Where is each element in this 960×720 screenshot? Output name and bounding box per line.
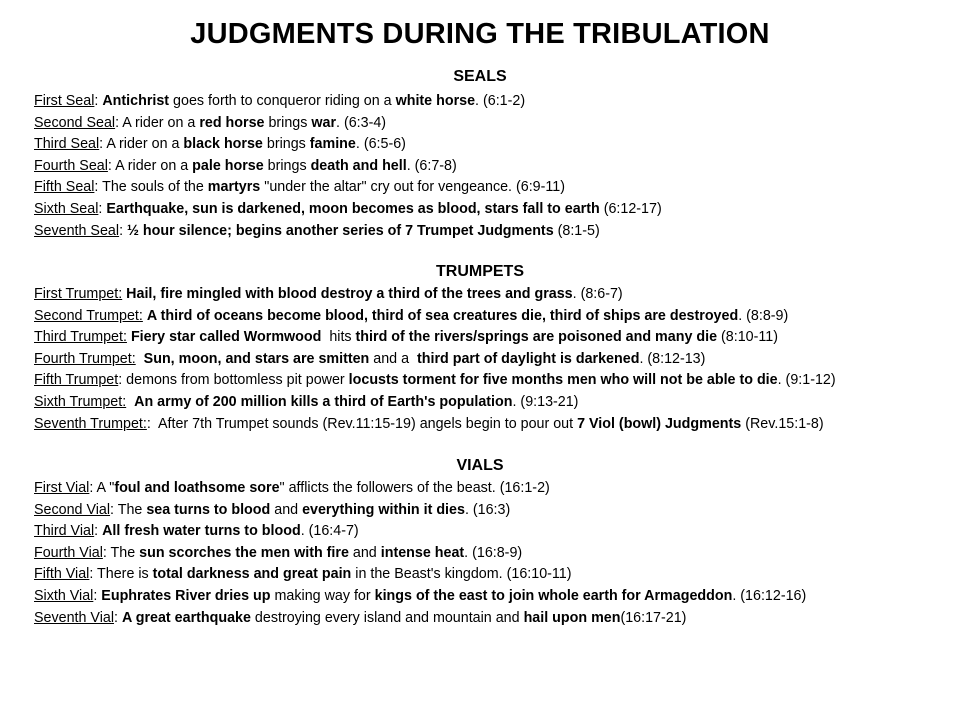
judgment-item (34, 221, 954, 243)
judgment-text: "under the altar" cry out for vengeance. (6:9-11) (260, 179, 565, 196)
judgment-text: : (98, 200, 107, 217)
judgment-item (34, 199, 954, 221)
judgment-label: Fourth Seal (34, 157, 108, 174)
judgment-text (136, 351, 144, 367)
judgment-label: First Trumpet: (34, 286, 123, 302)
judgment-emphasis: Earthquake, sun is darkened, moon becomes as blood, stars fall to earth (106, 200, 600, 217)
judgment-text: (8:10-11) (717, 329, 778, 346)
judgment-text: and a (369, 350, 417, 367)
judgment-text (126, 394, 134, 410)
judgment-item (34, 306, 954, 328)
judgment-emphasis: sun scorches the men with fire (139, 544, 349, 561)
judgment-label: Second Vial (34, 501, 111, 518)
judgment-label: Second Seal (34, 114, 116, 131)
judgment-text: brings (263, 157, 311, 174)
judgment-emphasis: third part of daylight is darkened (417, 350, 640, 367)
judgment-text: . (9:13-21) (512, 393, 579, 410)
judgment-text: : demons from bottomless pit power (118, 372, 349, 389)
section-heading-seals: SEALS (453, 68, 507, 85)
judgment-emphasis: total darkness and great pain (152, 566, 352, 583)
judgment-item (34, 586, 954, 608)
judgment-emphasis: everything within it dies (302, 501, 465, 518)
judgment-emphasis: A third of oceans become blood, third of sea creatures die, third of ships are destroyed (146, 307, 739, 324)
judgment-label: Third Trumpet: (34, 329, 127, 346)
judgment-label: Seventh Trumpet: (34, 415, 147, 432)
judgment-emphasis: martyrs (207, 179, 261, 196)
judgment-item (34, 349, 954, 371)
judgment-emphasis: red horse (199, 114, 265, 131)
judgment-item (34, 327, 954, 349)
judgment-text: : (94, 93, 103, 109)
judgment-emphasis: 7 Viol (bowl) Judgments (577, 415, 742, 432)
judgment-item (34, 478, 954, 500)
judgment-item (34, 543, 954, 565)
judgment-label: Fifth Vial (34, 566, 90, 583)
judgment-emphasis: All fresh water turns to blood (102, 523, 301, 540)
judgment-text: : (114, 609, 122, 626)
judgment-emphasis: kings of the east to join whole earth for Armageddon (374, 587, 733, 604)
judgment-text: . (16:3) (464, 501, 511, 518)
judgment-emphasis: hail upon men (523, 609, 621, 626)
judgment-emphasis: third of the rivers/springs are poisoned and many die (355, 329, 718, 346)
judgment-text: . (6:5-6) (355, 136, 406, 153)
judgment-label: Fourth Trumpet: (34, 350, 136, 367)
judgment-text: . (8:6-7) (572, 286, 623, 302)
judgment-text: destroying every island and mountain and (250, 609, 524, 626)
judgment-emphasis: A great earthquake (121, 609, 251, 626)
judgment-item (34, 370, 954, 392)
section-heading-trumpets: TRUMPETS (436, 263, 524, 280)
judgment-emphasis: foul and loathsome sore (114, 480, 280, 496)
judgment-emphasis: white horse (395, 93, 476, 109)
judgment-label: Seventh Vial (34, 609, 115, 626)
judgment-text: brings (264, 114, 312, 131)
judgment-text: (16:17-21) (620, 609, 687, 626)
judgment-item (34, 91, 954, 113)
judgment-label: First Vial (34, 480, 90, 496)
judgment-emphasis: Antichrist (102, 93, 170, 109)
judgment-text: . (9:1-12) (777, 372, 836, 389)
judgment-text: : (119, 222, 128, 239)
judgment-emphasis: sea turns to blood (146, 501, 271, 518)
judgment-text: . (6:1-2) (475, 93, 526, 109)
judgment-item (34, 521, 954, 543)
judgment-text: : A " (89, 480, 115, 496)
judgment-emphasis: Euphrates River dries up (101, 587, 271, 604)
judgment-item (34, 392, 954, 414)
judgment-text: in the Beast's kingdom. (16:10-11) (351, 566, 572, 583)
judgment-text: : After 7th Trumpet sounds (Rev.11:15-19) angels begin to pour out (146, 415, 578, 432)
seals-list (34, 91, 954, 242)
judgment-label: Third Seal (34, 136, 100, 153)
judgment-emphasis: Fiery star called Wormwood (130, 329, 322, 346)
judgment-emphasis: intense heat (380, 544, 465, 561)
judgment-text: . (16:8-9) (464, 544, 523, 561)
judgment-emphasis: black horse (183, 136, 263, 153)
judgment-text: : The souls of the (94, 179, 208, 196)
judgment-label: Sixth Seal (34, 200, 99, 217)
judgment-item (34, 134, 954, 156)
judgment-emphasis: war (311, 114, 337, 131)
judgment-emphasis: Hail, fire mingled with blood destroy a third of the trees and grass (126, 286, 573, 302)
judgment-text: : (94, 523, 103, 540)
judgment-text: : There is (89, 566, 153, 583)
judgment-item (34, 284, 954, 306)
page-title: JUDGMENTS DURING THE TRIBULATION (190, 18, 770, 50)
judgment-text: " afflicts the followers of the beast. (16:1-2) (279, 480, 550, 496)
judgment-label: Fifth Seal (34, 179, 95, 196)
judgment-text: (8:1-5) (553, 222, 600, 239)
judgment-item (34, 156, 954, 178)
judgment-label: Fourth Vial (34, 544, 103, 561)
judgment-text: (6:12-17) (599, 200, 662, 217)
judgment-item (34, 414, 954, 436)
judgment-item (34, 608, 954, 630)
judgment-text: : The (102, 544, 140, 561)
judgment-item (34, 177, 954, 199)
judgment-text: : (93, 587, 102, 604)
judgment-text: . (8:8-9) (738, 307, 789, 324)
judgment-label: Sixth Trumpet: (34, 393, 127, 410)
section-heading-vials: VIALS (456, 457, 504, 474)
judgment-label: Seventh Seal (34, 222, 120, 239)
judgment-emphasis: pale horse (192, 157, 264, 174)
judgment-label: Second Trumpet: (34, 307, 143, 324)
judgment-text: . (16:4-7) (300, 523, 359, 540)
judgment-emphasis: Sun, moon, and stars are smitten (143, 350, 370, 367)
judgment-label: First Seal (34, 93, 95, 109)
judgment-text: : A rider on a (107, 157, 193, 174)
judgment-text: . (6:7-8) (406, 157, 457, 174)
judgment-text: making way for (270, 587, 375, 604)
judgment-text: goes forth to conqueror riding on a (169, 93, 396, 109)
judgment-text: : A rider on a (99, 136, 184, 153)
judgment-text: . (8:12-13) (639, 350, 706, 367)
judgment-text: : A rider on a (115, 114, 200, 131)
judgment-emphasis: An army of 200 million kills a third of Earth's population (134, 393, 513, 410)
judgment-text: brings (262, 136, 310, 153)
judgment-text: and (270, 501, 303, 518)
judgment-emphasis: locusts torment for five months men who will not be able to die (348, 372, 778, 389)
judgment-text: : The (110, 501, 147, 518)
judgment-text: and (348, 544, 381, 561)
judgment-label: Third Vial (34, 523, 95, 540)
judgment-text: (Rev.15:1-8) (741, 415, 824, 432)
judgment-item (34, 500, 954, 522)
judgment-emphasis: death and hell (310, 157, 407, 174)
judgment-text: . (16:12-16) (732, 587, 807, 604)
vials-list (34, 478, 954, 629)
judgment-text: hits (321, 329, 356, 346)
judgment-emphasis: famine (309, 136, 356, 153)
judgment-text: . (6:3-4) (336, 114, 387, 131)
judgment-label: Fifth Trumpet (34, 372, 119, 389)
judgment-item (34, 113, 954, 135)
trumpets-list (34, 284, 954, 435)
judgment-label: Sixth Vial (34, 587, 94, 604)
judgment-emphasis: ½ hour silence; begins another series of 7 Trumpet Judgments (127, 222, 554, 239)
judgment-item (34, 564, 954, 586)
